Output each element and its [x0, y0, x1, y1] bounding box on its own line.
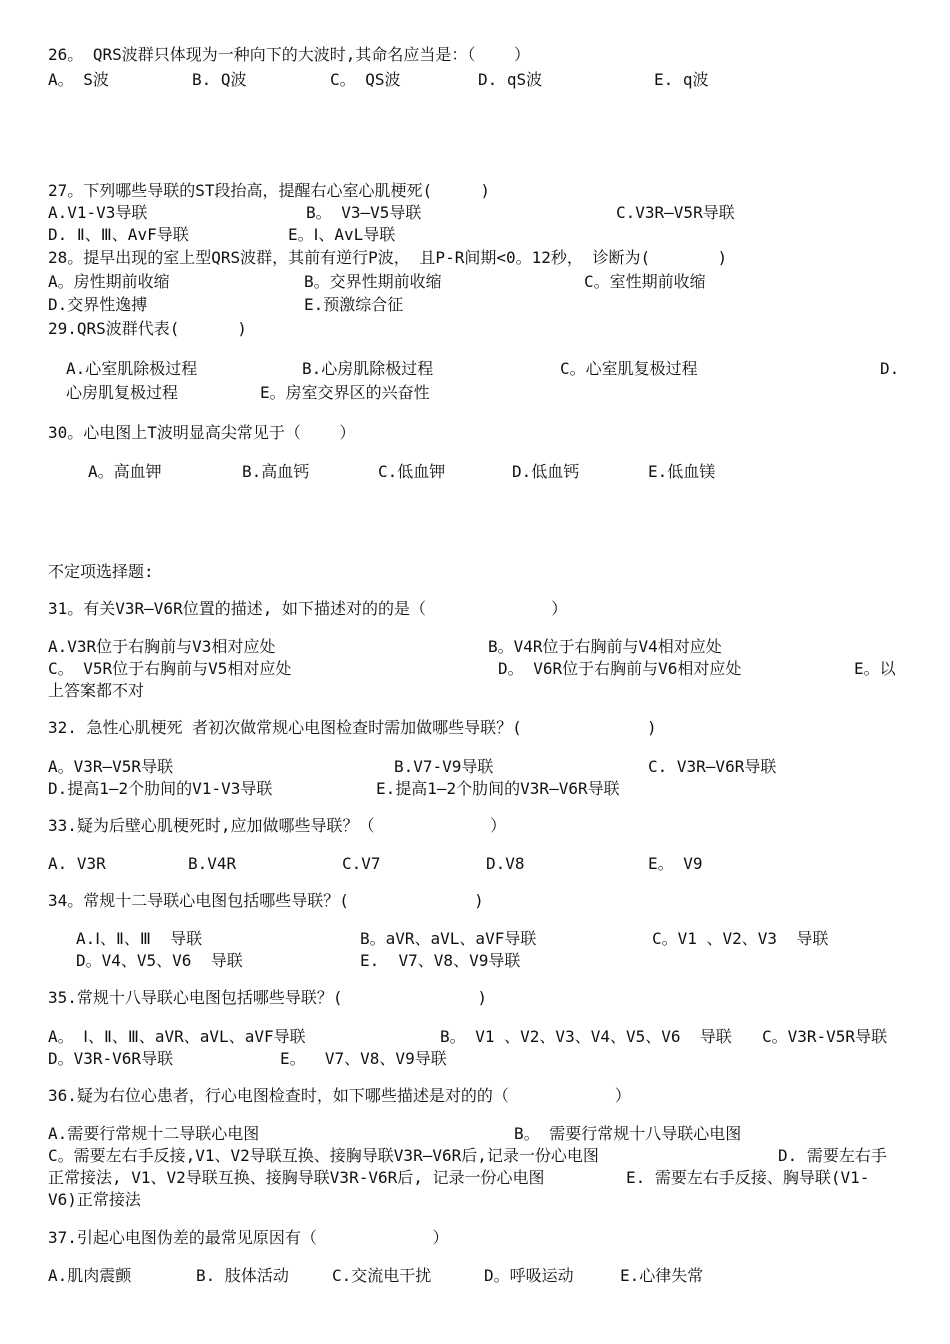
q29-option-b: B.心房肌除极过程: [302, 359, 434, 378]
q27-option-d: D. Ⅱ、Ⅲ、AvF导联: [48, 225, 189, 244]
q35-option-e: E。 V7、V8、V9导联: [280, 1049, 447, 1068]
q28-option-d: D.交界性逸搏: [48, 295, 148, 314]
q30-option-b: B.高血钙: [242, 462, 310, 481]
q27-option-c: C.V3R—V5R导联: [616, 203, 735, 222]
q36-option-e-cont: V6)正常接法: [48, 1190, 141, 1209]
q35-option-c: C。V3R-V5R导联: [762, 1027, 888, 1046]
question-32-stem: 32. 急性心肌梗死 者初次做常规心电图检查时需加做哪些导联？( ): [48, 718, 657, 737]
q32-option-e: E.提高1—2个肋间的V3R—V6R导联: [376, 779, 620, 798]
q33-option-d: D.V8: [486, 854, 525, 873]
q34-option-a: A.Ⅰ、Ⅱ、Ⅲ 导联: [76, 929, 203, 948]
q35-option-a: A。 Ⅰ、Ⅱ、Ⅲ、aVR、aVL、aVF导联: [48, 1027, 306, 1046]
q37-option-c: C.交流电干扰: [332, 1266, 432, 1285]
q36-option-a: A.需要行常规十二导联心电图: [48, 1124, 260, 1143]
q36-option-b: B。 需要行常规十八导联心电图: [514, 1124, 742, 1143]
q33-option-a: A. V3R: [48, 854, 106, 873]
q27-option-e: E。Ⅰ、AvL导联: [288, 225, 396, 244]
question-35-stem: 35.常规十八导联心电图包括哪些导联？( ): [48, 988, 488, 1007]
q29-option-c: C。心室肌复极过程: [560, 359, 698, 378]
question-29-stem: 29.QRS波群代表( ): [48, 319, 247, 338]
q36-option-c: C。需要左右手反接,V1、V2导联互换、接胸导联V3R—V6R后,记录一份心电图: [48, 1146, 599, 1165]
q31-option-d: D。 V6R位于右胸前与V6相对应处: [498, 659, 742, 678]
q36-option-d-prefix: D. 需要左右手: [778, 1146, 887, 1165]
q26-option-e: E. q波: [654, 70, 709, 89]
q26-option-c: C。 QS波: [330, 70, 401, 89]
q29-option-e: E。房室交界区的兴奋性: [260, 383, 430, 402]
q36-option-d-text: 正常接法, V1、V2导联互换、接胸导联V3R-V6R后, 记录一份心电图: [48, 1168, 545, 1187]
q30-option-d: D.低血钙: [512, 462, 580, 481]
q27-option-a: A.V1-V3导联: [48, 203, 148, 222]
q30-option-a: A。高血钾: [88, 462, 162, 481]
q28-option-c: C。室性期前收缩: [584, 272, 706, 291]
q34-option-b: B。aVR、aVL、aVF导联: [360, 929, 537, 948]
question-36-stem: 36.疑为右位心患者，行心电图检查时，如下哪些描述是对的的（ ）: [48, 1086, 631, 1105]
question-34-stem: 34。常规十二导联心电图包括哪些导联？( ): [48, 891, 484, 910]
q31-option-b: B。V4R位于右胸前与V4相对应处: [488, 637, 722, 656]
q34-option-e: E. V7、V8、V9导联: [360, 951, 521, 970]
question-27-stem: 27。下列哪些导联的ST段抬高，提醒右心室心肌梗死( ): [48, 181, 490, 200]
q37-option-b: B. 肢体活动: [196, 1266, 289, 1285]
q37-option-d: D。呼吸运动: [484, 1266, 574, 1285]
question-26-stem: 26。 QRS波群只体现为一种向下的大波时,其命名应当是：（ ）: [48, 45, 530, 64]
q35-option-d: D。V3R-V6R导联: [48, 1049, 174, 1068]
q35-option-b: B。 V1 、V2、V3、V4、V5、V6 导联: [440, 1027, 732, 1046]
q26-option-d: D. qS波: [478, 70, 543, 89]
q27-option-b: B。 V3—V5导联: [306, 203, 422, 222]
q34-option-d: D。V4、V5、V6 导联: [76, 951, 243, 970]
q33-option-c: C.V7: [342, 854, 381, 873]
q37-option-e: E.心律失常: [620, 1266, 704, 1285]
q33-option-b: B.V4R: [188, 854, 237, 873]
q29-option-d-text: 心房肌复极过程: [66, 383, 179, 402]
q32-option-a: A。V3R—V5R导联: [48, 757, 174, 776]
q31-option-e-text: 上答案都不对: [48, 681, 145, 700]
q32-option-c: C. V3R—V6R导联: [648, 757, 777, 776]
q34-option-c: C。V1 、V2、V3 导联: [652, 929, 829, 948]
q28-option-b: B。交界性期前收缩: [304, 272, 442, 291]
question-30-stem: 30。心电图上T波明显高尖常见于（ ）: [48, 423, 356, 442]
q26-option-a: A。 S波: [48, 70, 109, 89]
question-33-stem: 33.疑为后壁心肌梗死时,应加做哪些导联？（ ）: [48, 816, 507, 835]
q29-option-a: A.心室肌除极过程: [66, 359, 198, 378]
q31-option-e-prefix: E。以: [854, 659, 896, 678]
q31-option-c: C。 V5R位于右胸前与V5相对应处: [48, 659, 292, 678]
q28-option-e: E.预激综合征: [304, 295, 404, 314]
q31-option-a: A.V3R位于右胸前与V3相对应处: [48, 637, 276, 656]
q33-option-e: E。 V9: [648, 854, 703, 873]
question-28-stem: 28。提早出现的室上型QRS波群，其前有逆行P波， 且P-R间期<0。12秒， 诊断为( ): [48, 248, 728, 267]
q37-option-a: A.肌肉震颤: [48, 1266, 132, 1285]
question-37-stem: 37.引起心电图伪差的最常见原因有（ ）: [48, 1228, 449, 1247]
section-title: 不定项选择题:: [48, 562, 154, 581]
question-31-stem: 31。有关V3R—V6R位置的描述, 如下描述对的的是（ ）: [48, 599, 568, 618]
q30-option-e: E.低血镁: [648, 462, 716, 481]
q30-option-c: C.低血钾: [378, 462, 446, 481]
q26-option-b: B. Q波: [192, 70, 247, 89]
q29-option-d-prefix: D.: [880, 359, 900, 378]
q28-option-a: A。房性期前收缩: [48, 272, 170, 291]
q36-option-e: E. 需要左右手反接、胸导联(V1-: [626, 1168, 870, 1187]
q32-option-d: D.提高1—2个肋间的V1-V3导联: [48, 779, 273, 798]
q32-option-b: B.V7-V9导联: [394, 757, 494, 776]
